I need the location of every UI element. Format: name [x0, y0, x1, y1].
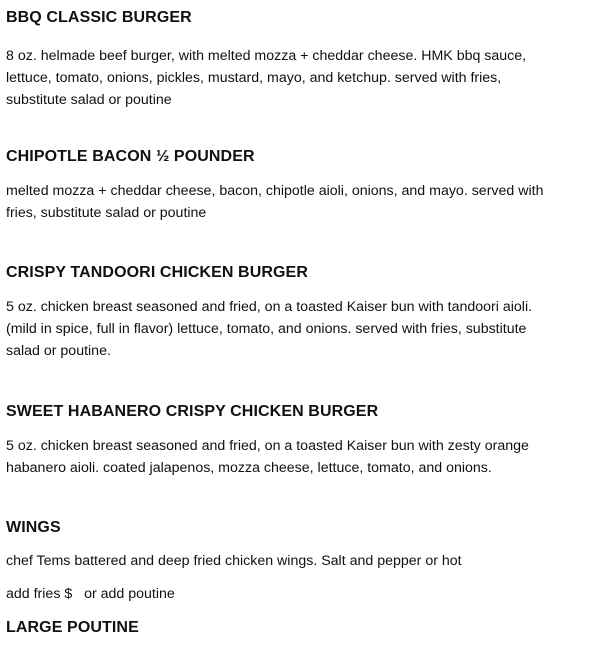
description-line: salad or poutine.	[6, 343, 111, 359]
item-title: BBQ CLASSIC BURGER	[6, 9, 192, 26]
item-description	[6, 180, 596, 224]
item-title: CHIPOTLE BACON ½ POUNDER	[6, 148, 255, 165]
description-line: fries, substitute salad or poutine	[6, 205, 207, 221]
item-description	[6, 45, 596, 111]
addons-fries-label: add fries $	[6, 586, 73, 602]
item-title: WINGS	[6, 519, 61, 536]
menu-item-bbq-classic-burger	[6, 8, 596, 111]
description-line: 5 oz. chicken breast seasoned and fried, on a toasted Kaiser bun with tandoori aioli.	[6, 299, 533, 315]
menu-item-wings	[6, 518, 596, 648]
item-title: SWEET HABANERO CRISPY CHICKEN BURGER	[6, 403, 379, 420]
addons-line	[6, 583, 175, 605]
addons-poutine-label: or add poutine	[80, 586, 175, 602]
redacted-price	[72, 586, 80, 602]
menu-item-chipotle-bacon-pounder	[6, 147, 596, 224]
item-title: CRISPY TANDOORI CHICKEN BURGER	[6, 264, 308, 281]
description-line: lettuce, tomato, onions, pickles, mustard, mayo, and ketchup. served with fries,	[6, 70, 502, 86]
item-description: chef Tems battered and deep fried chicken wings. Salt and pepper or hot	[6, 553, 462, 569]
description-line: melted mozza + cheddar cheese, bacon, chipotle aioli, onions, and mayo. served with	[6, 183, 544, 199]
description-line: (mild in spice, full in flavor) lettuce, tomato, and onions. served with fries, substitute	[6, 321, 527, 337]
description-line: substitute salad or poutine	[6, 92, 172, 108]
description-line: habanero aioli. coated jalapenos, mozza cheese, lettuce, tomato, and onions.	[6, 460, 492, 476]
large-poutine-title: LARGE POUTINE	[6, 619, 139, 636]
item-description	[6, 435, 596, 479]
item-description	[6, 296, 596, 362]
description-line: 8 oz. helmade beef burger, with melted mozza + cheddar cheese. HMK bbq sauce,	[6, 48, 527, 64]
menu-item-crispy-tandoori-chicken-burger	[6, 263, 596, 362]
description-line: 5 oz. chicken breast seasoned and fried, on a toasted Kaiser bun with zesty orange	[6, 438, 529, 454]
menu-item-sweet-habanero-crispy-chicken-burger	[6, 402, 596, 479]
